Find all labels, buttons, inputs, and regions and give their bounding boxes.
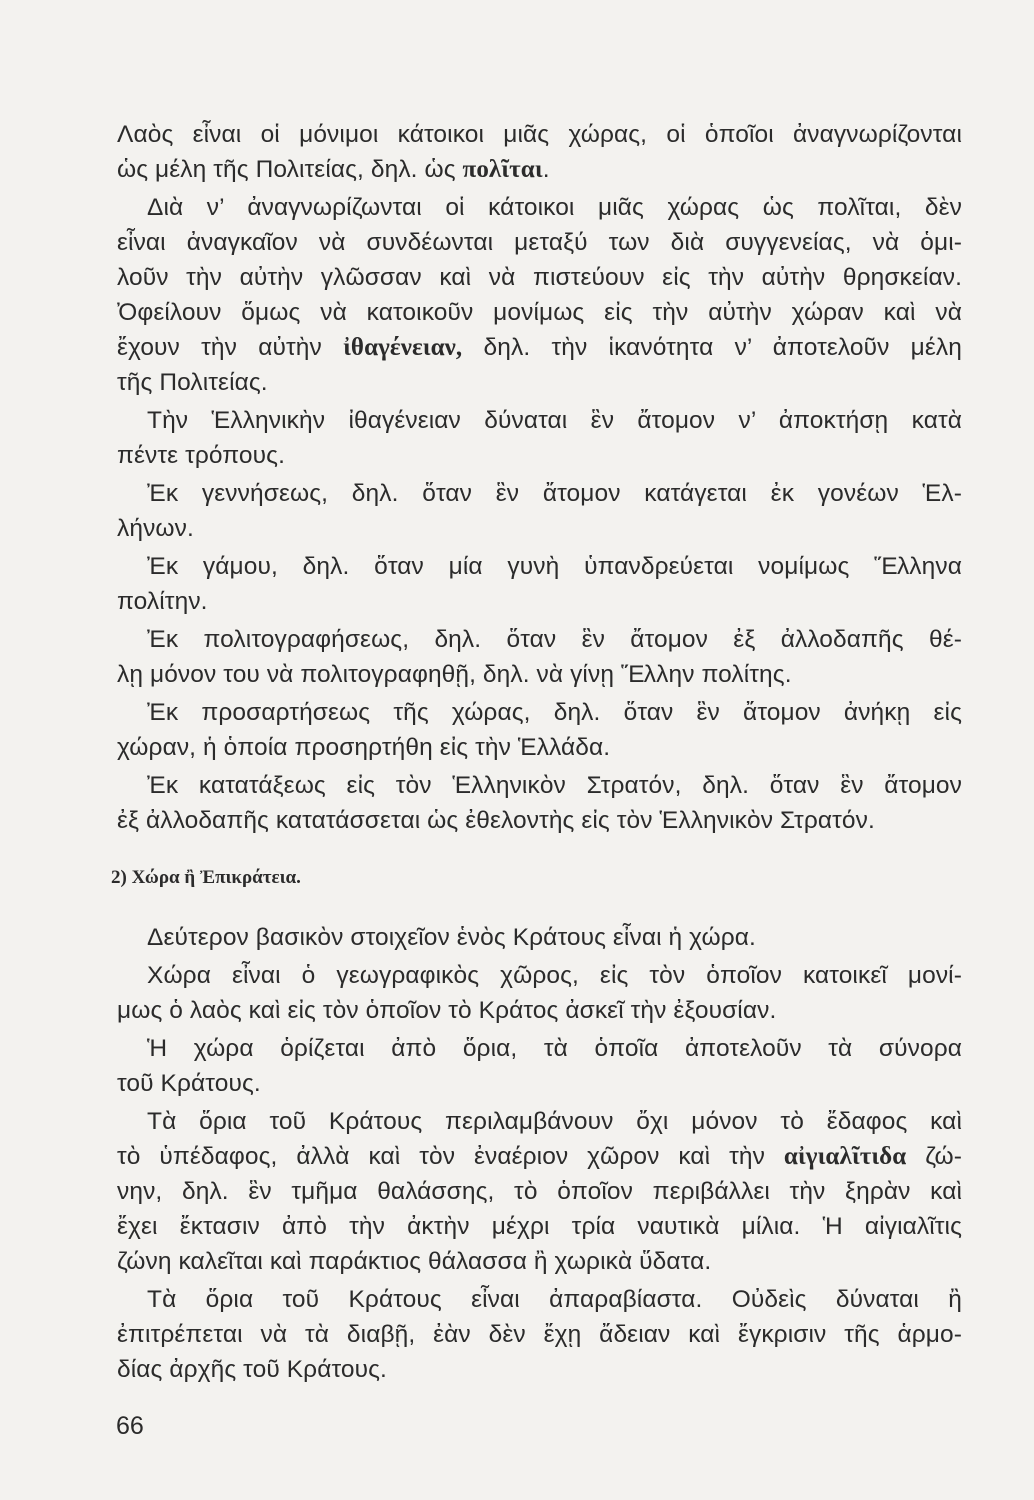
text-segment: Τὴν Ἑλληνικὴν ἰθαγένειαν δύναται ἓν ἄτομον ν’ ἀποκτήσῃ κατὰ [147,407,962,434]
paragraph [117,549,962,619]
text-line [117,295,962,330]
text-line [117,260,962,295]
text-line [117,1282,962,1317]
text-segment: ἐπιτρέπεται νὰ τὰ διαβῇ, ἐὰν δὲν ἔχῃ ἄδειαν καὶ ἔγκρισιν τῆς ἁρμο- [117,1321,962,1348]
paragraph [117,403,962,473]
text-segment: Ἡ χώρα ὁρίζεται ἀπὸ ὅρια, τὰ ὁποῖα ἀποτελοῦν τὰ σύνορα [147,1035,962,1062]
text-segment: τῆς Πολιτείας. [117,369,268,396]
text-line [117,476,962,511]
text-segment: Τὰ ὅρια τοῦ Κράτους περιλαμβάνουν ὄχι μόνον τὸ ἔδαφος καὶ [147,1108,962,1135]
paragraph [117,1282,962,1387]
text-line [117,1209,962,1244]
text-line [117,1104,962,1139]
text-line [117,1139,962,1174]
text-segment: Λαὸς εἶναι οἱ μόνιμοι κάτοικοι μιᾶς χώρας, οἱ ὁποῖοι ἀναγνωρίζονται [117,121,962,148]
text-segment: ζώνη καλεῖται καὶ παράκτιος θάλασσα ἢ χωρικὰ ὕδατα. [117,1248,712,1275]
text-line [117,225,962,260]
text-segment: λήνων. [117,515,194,542]
text-segment: ἔχουν τὴν αὐτὴν [117,334,344,361]
text-segment: Ἐκ γάμου, δηλ. ὅταν μία γυνὴ ὑπανδρεύεται νομίμως Ἕλληνα [147,553,962,580]
section-heading: 2) Χώρα ἢ Ἐπικράτεια. [111,867,301,888]
text-line [117,657,962,692]
text-line [117,438,962,473]
text-line [117,1317,962,1352]
paragraph [117,117,962,187]
section-people-citizenship [117,117,962,838]
paragraph [117,958,962,1028]
paragraph [117,768,962,838]
text-segment: δίας ἀρχῆς τοῦ Κράτους. [117,1356,387,1383]
paragraph [117,190,962,400]
text-line [117,403,962,438]
bold-term: ἰθαγένειαν, [343,334,463,361]
text-segment: τοῦ Κράτους. [117,1070,261,1097]
text-segment: Χώρα εἶναι ὁ γεωγραφικὸς χῶρος, εἰς τὸν ὁποῖον κατοικεῖ μονί- [147,962,962,989]
text-segment: Διὰ ν’ ἀναγνωρίζωνται οἱ κάτοικοι μιᾶς χώρας ὡς πολῖται, δὲν [147,194,962,221]
text-segment: Ἐκ γεννήσεως, δηλ. ὅταν ἓν ἄτομον κατάγεται ἐκ γονέων Ἑλ- [147,480,962,507]
text-segment: μως ὁ λαὸς καὶ εἰς τὸν ὁποῖον τὸ Κράτος ἀσκεῖ τὴν ἐξουσίαν. [117,997,777,1024]
text-segment: Τὰ ὅρια τοῦ Κράτους εἶναι ἀπαραβίαστα. Οὐδεὶς δύναται ἢ [147,1286,962,1313]
text-line [117,1031,962,1066]
text-line [117,152,962,187]
bold-term: πολῖται [462,156,543,183]
text-line [117,365,962,400]
paragraph [117,695,962,765]
page-number: 66 [116,1412,144,1440]
text-segment: πέντε τρόπους. [117,442,285,469]
text-line [117,1244,962,1279]
text-line [117,1352,962,1387]
paragraph [117,622,962,692]
text-line [117,803,962,838]
text-segment: εἶναι ἀναγκαῖον νὰ συνδέωνται μεταξύ των διὰ συγγενείας, νὰ ὁμι- [117,229,962,256]
text-segment: χώραν, ἡ ὁποία προσηρτήθη εἰς τὴν Ἑλλάδα. [117,734,611,761]
paragraph [117,920,962,955]
paragraph [117,1104,962,1279]
text-line [117,330,962,365]
text-segment: ὡς μέλη τῆς Πολιτείας, δηλ. ὡς [117,156,463,183]
text-line [117,958,962,993]
text-line [117,622,962,657]
text-line [117,549,962,584]
text-segment: τὸ ὑπέδαφος, ἀλλὰ καὶ τὸν ἐναέριον χῶρον καὶ τὴν [117,1143,784,1170]
text-line [117,1174,962,1209]
section-territory [117,920,962,1387]
text-segment: λοῦν τὴν αὐτὴν γλῶσσαν καὶ νὰ πιστεύουν εἰς τὴν αὐτὴν θρησκείαν. [117,264,962,291]
text-line [117,511,962,546]
text-segment: Ἐκ προσαρτήσεως τῆς χώρας, δηλ. ὅταν ἓν ἄτομον ἀνήκῃ εἰς [147,699,962,726]
text-line [117,1066,962,1101]
text-segment: Ἐκ κατατάξεως εἰς τὸν Ἑλληνικὸν Στρατόν, δηλ. ὅταν ἓν ἄτομον [147,772,962,799]
text-segment: ἐξ ἀλλοδαπῆς κατατάσσεται ὡς ἐθελοντὴς εἰς τὸν Ἑλληνικὸν Στρατόν. [117,807,875,834]
page-body [111,117,962,1390]
text-segment: Δεύτερον βασικὸν στοιχεῖον ἑνὸς Κράτους εἶναι ἡ χώρα. [147,924,756,951]
text-line [117,190,962,225]
text-segment: δηλ. τὴν ἱκανότητα ν’ ἀποτελοῦν μέλη [462,334,962,361]
text-segment: ἔχει ἔκτασιν ἀπὸ τὴν ἀκτὴν μέχρι τρία ναυτικὰ μίλια. Ἡ αἰγιαλῖτις [117,1213,962,1240]
text-segment: Ἐκ πολιτογραφήσεως, δηλ. ὅταν ἓν ἄτομον ἐξ ἀλλοδαπῆς θέ- [147,626,962,653]
text-line [117,117,962,152]
text-line [117,695,962,730]
text-segment: πολίτην. [117,588,208,615]
text-line [117,993,962,1028]
bold-term: αἰγιαλῖτιδα [783,1143,907,1170]
text-line [117,768,962,803]
text-line [117,920,962,955]
text-segment: λῃ μόνον του νὰ πολιτογραφηθῇ, δηλ. νὰ γίνῃ Ἕλλην πολίτης. [117,661,792,688]
text-line [117,584,962,619]
paragraph [117,476,962,546]
text-segment: Ὀφείλουν ὅμως νὰ κατοικοῦν μονίμως εἰς τὴν αὐτὴν χώραν καὶ νὰ [117,299,962,326]
text-segment: . [542,156,550,183]
text-line [117,730,962,765]
paragraph [117,1031,962,1101]
text-segment: νην, δηλ. ἓν τμῆμα θαλάσσης, τὸ ὁποῖον περιβάλλει τὴν ξηρὰν καὶ [117,1178,962,1205]
text-segment: ζώ- [906,1143,962,1170]
